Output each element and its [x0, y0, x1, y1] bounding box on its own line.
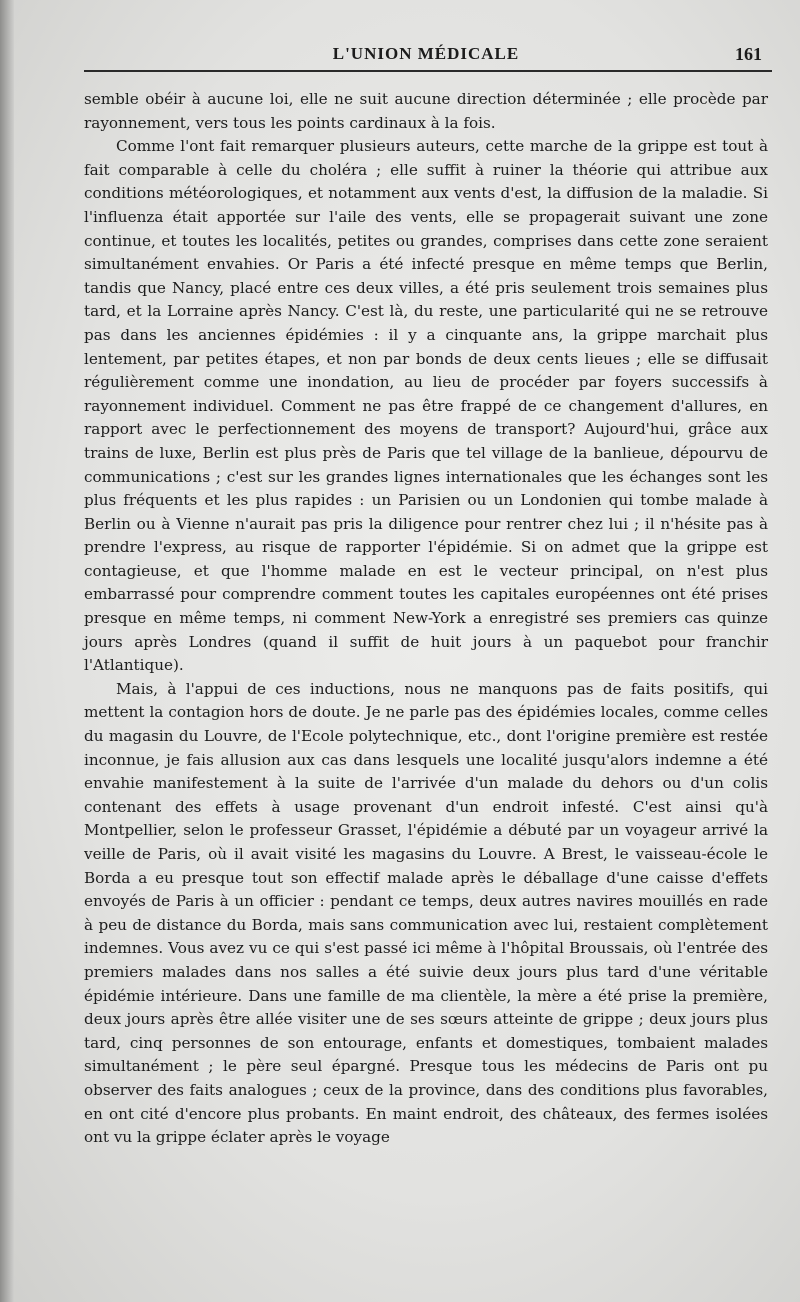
header-rule: [84, 70, 772, 72]
running-title: L'UNION MÉDICALE: [332, 44, 520, 63]
page-header: [84, 40, 768, 72]
paragraph-continuation: semble obéir à aucune loi, elle ne suit aucune direction déterminée ; elle procède par rayonnement, vers tous les points cardinaux à la fois.: [84, 90, 768, 132]
page-number: 161: [735, 44, 762, 64]
paragraph-grippe-marche: Comme l'ont fait remarquer plusieurs auteurs, cette marche de la grippe est tout à fait comparable à celle du choléra ; elle suffit à ruiner la théorie qui attribue aux conditions météorologiques, et notamment aux vents d'est, la diffusion de la maladie. Si l'influenza était apportée sur l'aile des vents, elle se propagerait suivant une zone continue, et toutes les localités, petites ou grandes, comprises dans cette zone seraient simultanément envahies. Or Paris a été infecté presque en même temps que Berlin, tandis que Nancy, placé entre ces deux villes, a été pris seulement trois semaines plus tard, et la Lorraine après Nancy. C'est là, du reste, une particularité qui ne se retrouve pas dans les anciennes épidémies : il y a cinquante ans, la grippe marchait plus lentement, par petites étapes, et non par bonds de deux cents lieues ; elle se diffusait régulièrement comme une inondation, au lieu de procéder par foyers successifs à rayonnement individuel. Comment ne pas être frappé de ce changement d'allures, en rapport avec le perfectionnement des moyens de transport? Aujourd'hui, grâce aux trains de luxe, Berlin est plus près de Paris que tel village de la banlieue, dépourvu de communications ; c'est sur les grandes lignes internationales que les échanges sont les plus fréquents et les plus rapides : un Parisien ou un Londonien qui tombe malade à Berlin ou à Vienne n'aurait pas pris la diligence pour rentrer chez lui ; il n'hésite pas à prendre l'express, au risque de rapporter l'épidémie. Si on admet que la grippe est contagieuse, et que l'homme malade en est le vecteur principal, on n'est plus embarrassé pour comprendre comment toutes les capitales européennes ont été prises presque en même temps, ni comment New-York a enregistré ses premiers cas quinze jours après Londres (quand il suffit de huit jours à un paquebot pour franchir l'Atlantique).: [84, 137, 768, 675]
paragraph-contagion-faits: Mais, à l'appui de ces inductions, nous ne manquons pas de faits positifs, qui mettent la contagion hors de doute. Je ne parle pas des épidémies locales, comme celles du magasin du Louvre, de l'Ecole polytechnique, etc., dont l'origine première est restée inconnue, je fais allusion aux cas dans lesquels une localité jusqu'alors indemne a été envahie manifestement à la suite de l'arrivée d'un malade du dehors ou d'un colis contenant des effets à usage provenant d'un endroit infesté. C'est ainsi qu'à Montpellier, selon le professeur Grasset, l'épidémie a débuté par un voyageur arrivé la veille de Paris, où il avait visité les magasins du Louvre. A Brest, le vaisseau-école le Borda a eu presque tout son effectif malade après le déballage d'une caisse d'effets envoyés de Paris à un officier : pendant ce temps, deux autres navires mouillés en rade à peu de distance du Borda, mais sans communication avec lui, restaient complètement indemnes. Vous avez vu ce qui s'est passé ici même à l'hôpital Broussais, où l'entrée des premiers malades dans nos salles a été suivie deux jours plus tard d'une véritable épidémie intérieure. Dans une famille de ma clientèle, la mère a été prise la première, deux jours après être allée visiter une de ses sœurs atteinte de grippe ; deux jours plus tard, cinq personnes de son entourage, enfants et domestiques, tombaient malades simultanément ; le père seul épargné. Presque tous les médecins de Paris ont pu observer des faits analogues ; ceux de la province, dans des conditions plus favorables, en ont cité d'encore plus probants. En maint endroit, des châteaux, des fermes isolées ont vu la grippe éclater après le voyage: [84, 679, 768, 1147]
page-binding-shadow: [0, 0, 14, 1302]
body-text: [84, 88, 768, 1150]
